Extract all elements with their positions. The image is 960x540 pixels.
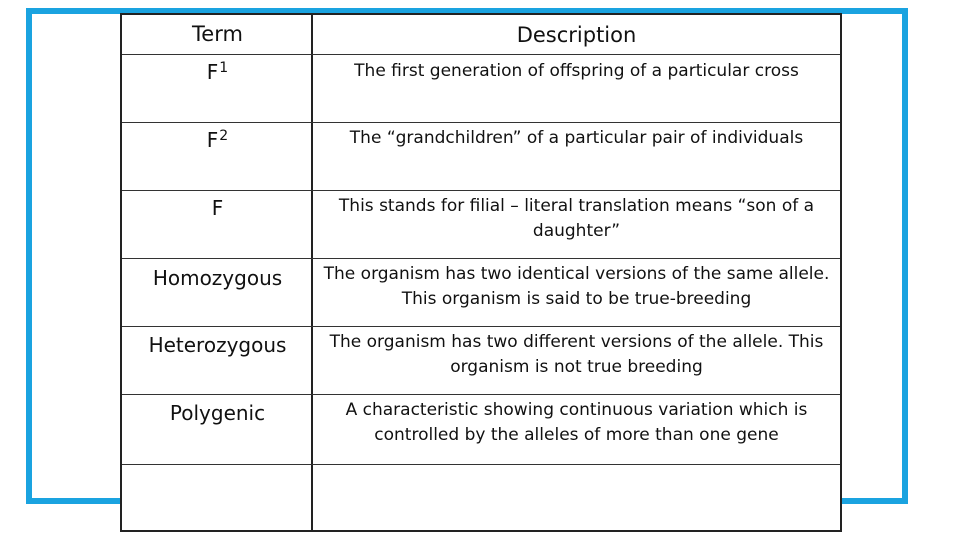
header-term: Term [192,22,243,47]
terms-table [120,13,842,532]
term-text: Heterozygous [148,333,287,357]
description-cell: The organism has two different versions of the allele. This organism is not true breeding [329,332,824,377]
table-row [122,259,840,327]
term-cell [122,465,313,530]
table-row [122,55,840,123]
table-row [122,327,840,395]
term-cell [122,55,313,123]
term-cell [122,327,313,395]
term-cell [122,259,313,327]
term-text: Homozygous [152,266,283,290]
term-cell [122,191,313,259]
table-row [122,191,840,259]
description-cell: The first generation of offspring of a particular cross [354,61,799,81]
term-subscript: 1 [219,60,229,76]
description-cell [313,465,840,530]
term-text: F [206,60,219,84]
table-row-empty [122,465,840,530]
description-cell: A characteristic showing continuous variation which is controlled by the alleles of more than one gene [345,400,808,445]
description-cell: This stands for filial – literal translation means “son of a daughter” [338,196,815,241]
table-header-row [122,15,840,55]
header-description: Description [516,22,637,47]
term-text: Polygenic [169,401,266,425]
description-cell: The organism has two identical versions of the same allele. This organism is said to be true-breeding [323,264,830,309]
term-text: F [206,128,219,152]
description-cell: The “grandchildren” of a particular pair of individuals [349,128,804,148]
table-row [122,123,840,191]
term-cell [122,123,313,191]
table-row [122,395,840,465]
term-subscript: 2 [219,128,229,144]
term-text: F [211,196,224,220]
term-cell [122,395,313,465]
